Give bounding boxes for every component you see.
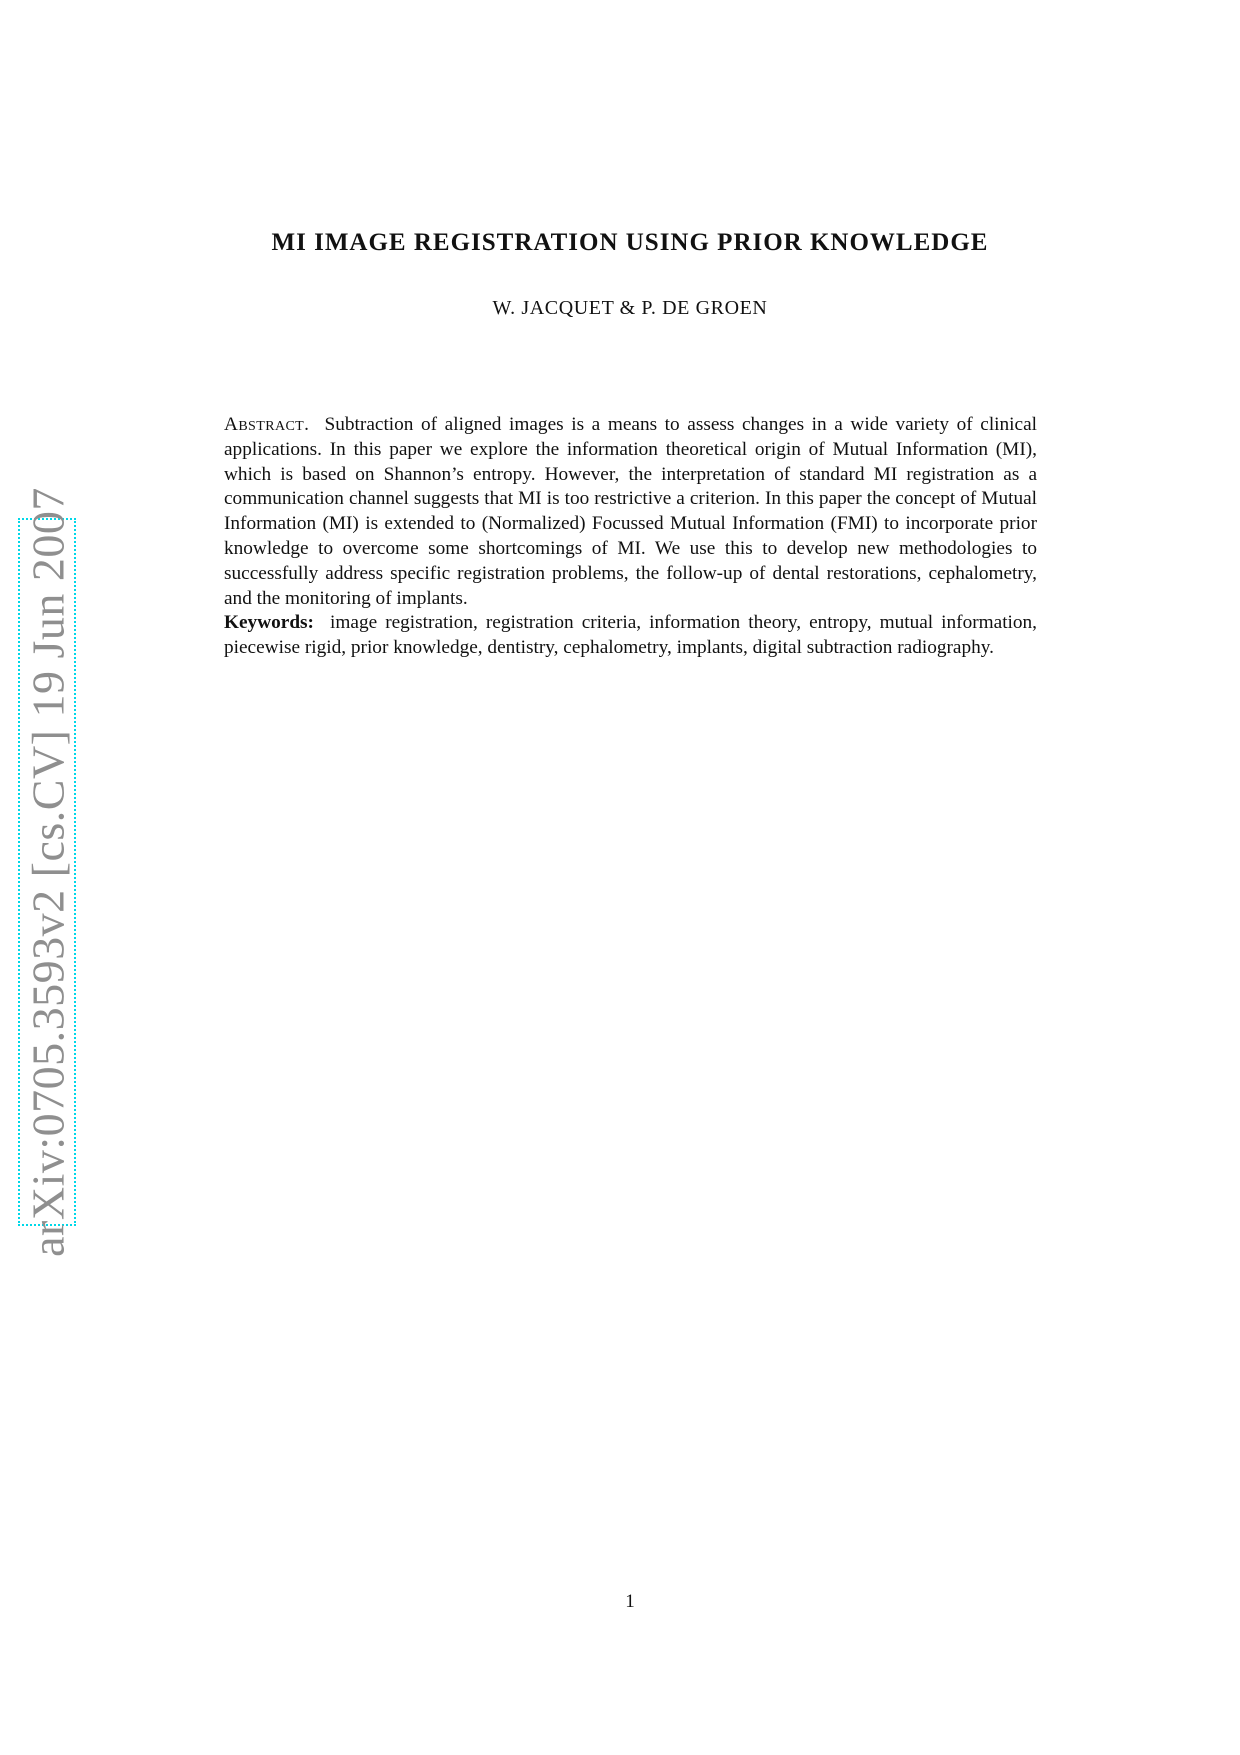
abstract-text: Subtraction of aligned images is a means to assess changes in a wide variety of clinical applications. In this paper we explore the information theoretical origin of Mutual Information (MI), which is based on Shannon’s entropy. However, the interpretation of standard MI registration as a communication channel suggests that MI is too restrictive a criterion. In this paper the concept of Mutual Information (MI) is extended to (Normalized) Focussed Mutual Information (FMI) to incorporate prior knowledge to overcome some shortcomings of MI. We use this to develop new methodologies to successfully address specific registration problems, the follow-up of dental restorations, cephalometry, and the monitoring of implants. xyxy=(224,414,1037,609)
keywords-text: image registration, registration criteria, information theory, entropy, mutual information, piecewise rigid, prior knowledge, dentistry, cephalometry, implants, digital subtraction radiography. xyxy=(224,612,1038,659)
abstract-section xyxy=(224,413,1037,661)
abstract-paragraph xyxy=(224,413,1037,611)
paper-authors: W. JACQUET & P. DE GROEN xyxy=(492,297,768,319)
page-number: 1 xyxy=(625,1591,635,1612)
arxiv-identifier: arXiv:0705.3593v2 [cs.CV] 19 Jun 2007 xyxy=(22,487,74,1257)
abstract-heading: Abstract. xyxy=(224,414,310,435)
paper-title: MI IMAGE REGISTRATION USING PRIOR KNOWLEDGE xyxy=(271,229,989,256)
keywords-heading: Keywords: xyxy=(224,612,314,634)
keywords-paragraph xyxy=(224,611,1037,661)
